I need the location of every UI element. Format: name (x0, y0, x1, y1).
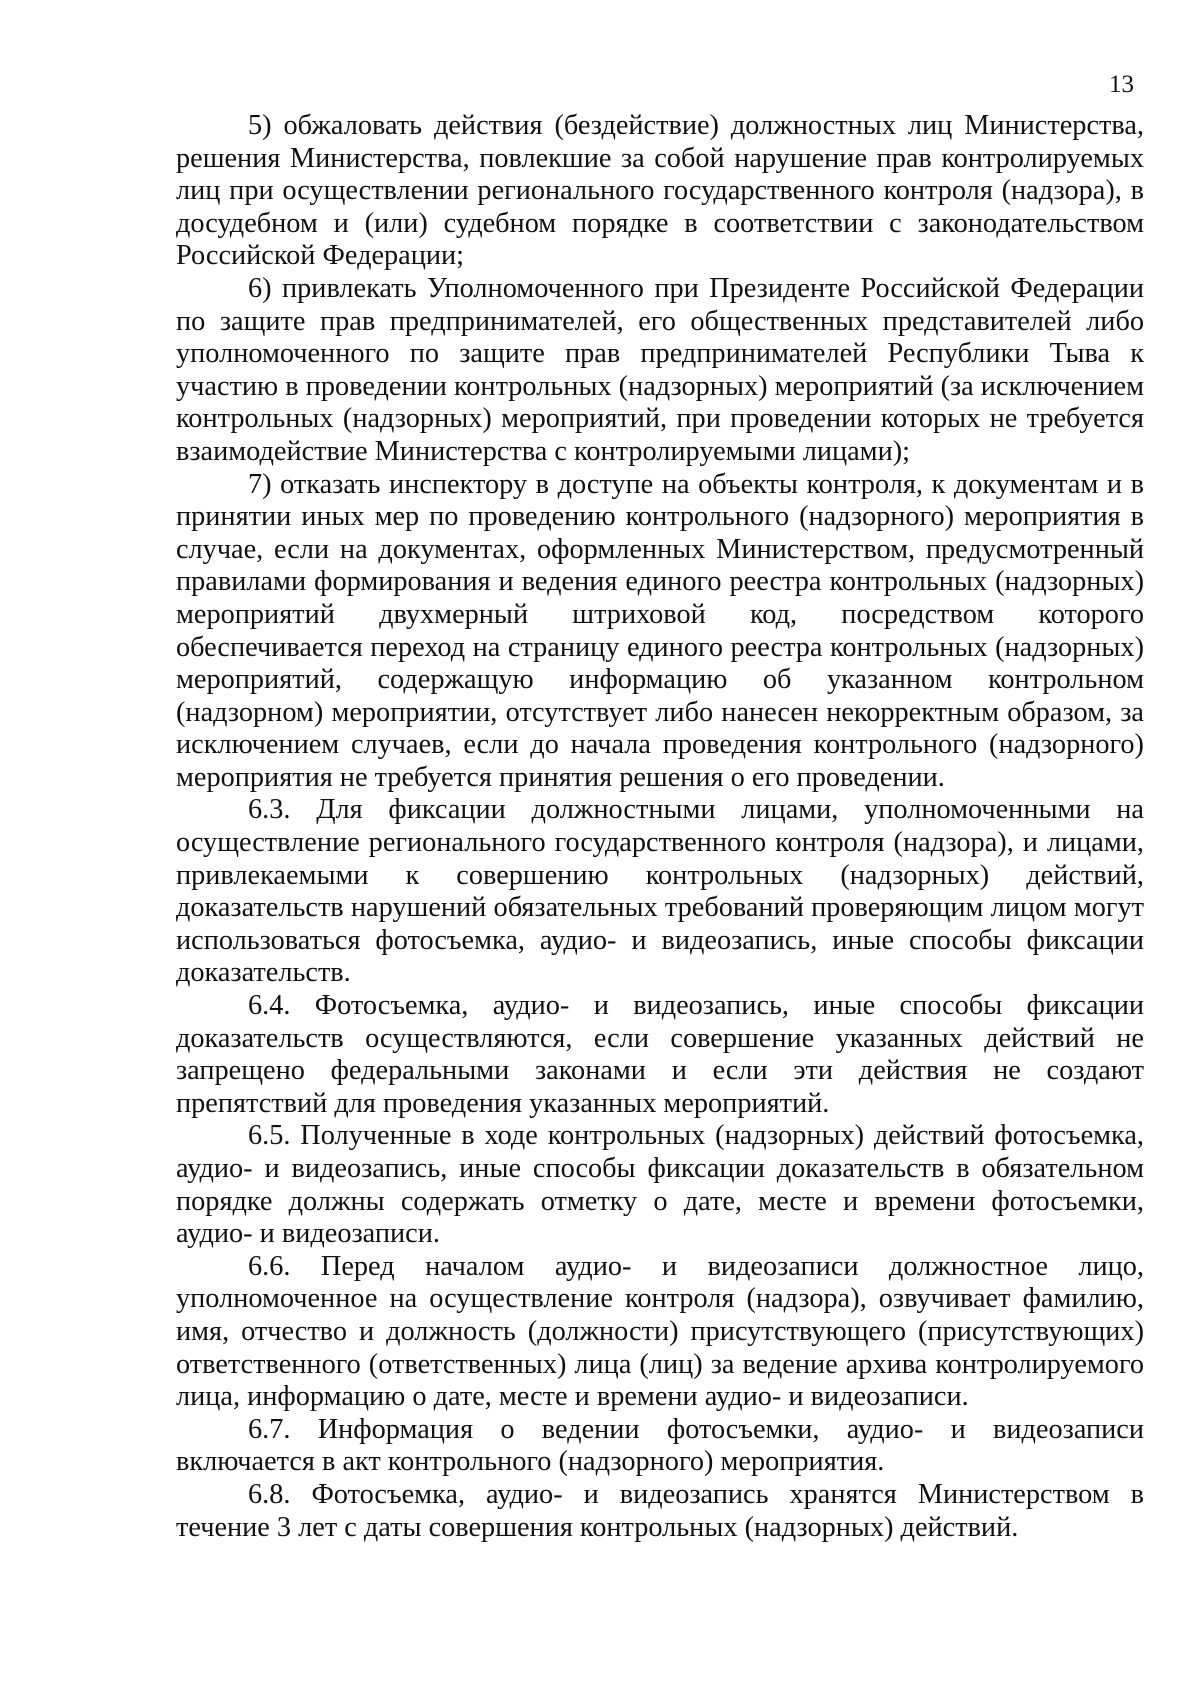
paragraph-6-3: 6.3. Для фиксации должностными лицами, уполномоченными на осуществление регионального государственного контроля (надзора), и лицами, привлекаемыми к совершению контрольных (надзорных) действий, доказательств нарушений обязательных требований проверяющим лицом могут использоваться фотосъемка, аудио- и видеозапись, иные способы фиксации доказательств. (176, 794, 1144, 989)
paragraph-6-6: 6.6. Перед началом аудио- и видеозаписи должностное лицо, уполномоченное на осуществление контроля (надзора), озвучивает фамилию, имя, отчество и должность (должности) присутствующего (присутствующих) ответственного (ответственных) лица (лиц) за ведение архива контролируемого лица, информацию о дате, месте и времени аудио- и видеозаписи. (176, 1250, 1144, 1413)
paragraph-6-7: 6.7. Информация о ведении фотосъемки, аудио- и видеозаписи включается в акт контрольного (надзорного) мероприятия. (176, 1413, 1144, 1478)
page-number: 13 (1109, 71, 1134, 98)
paragraph-6-4: 6.4. Фотосъемка, аудио- и видеозапись, иные способы фиксации доказательств осуществляются, если совершение указанных действий не запрещено федеральными законами и если эти действия не создают препятствий для проведения указанных мероприятий. (176, 990, 1144, 1119)
paragraph-item-6: 6) привлекать Уполномоченного при Президенте Российской Федерации по защите прав предпринимателей, его общественных представителей либо уполномоченного по защите прав предпринимателей Республики Тыва к участию в проведении контрольных (надзорных) мероприятий (за исключением контрольных (надзорных) мероприятий, при проведении которых не требуется взаимодействие Министерства с контролируемыми лицами); (176, 272, 1144, 467)
paragraph-6-5: 6.5. Полученные в ходе контрольных (надзорных) действий фотосъемка, аудио- и видеозапись, иные способы фиксации доказательств в обязательном порядке должны содержать отметку о дате, месте и времени фотосъемки, аудио- и видеозаписи. (176, 1120, 1144, 1250)
paragraph-item-5: 5) обжаловать действия (бездействие) должностных лиц Министерства, решения Министерства, повлекшие за собой нарушение прав контролируемых лиц при осуществлении регионального государственного контроля (надзора), в досудебном и (или) судебном порядке в соответствии с законодательством Российской Федерации; (176, 110, 1144, 272)
document-body (176, 110, 1144, 1544)
paragraph-6-8: 6.8. Фотосъемка, аудио- и видеозапись хранятся Министерством в течение 3 лет с даты совершения контрольных (надзорных) действий. (176, 1478, 1144, 1543)
paragraph-item-7: 7) отказать инспектору в доступе на объекты контроля, к документам и в принятии иных мер по проведению контрольного (надзорного) мероприятия в случае, если на документах, оформленных Министерством, предусмотренный правилами формирования и ведения единого реестра контрольных (надзорных) мероприятий двухмерный штриховой код, посредством которого обеспечивается переход на страницу единого реестра контрольных (надзорных) мероприятий, содержащую информацию об указанном контрольном (надзорном) мероприятии, отсутствует либо нанесен некорректным образом, за исключением случаев, если до начала проведения контрольного (надзорного) мероприятия не требуется принятия решения о его проведении. (176, 468, 1144, 793)
